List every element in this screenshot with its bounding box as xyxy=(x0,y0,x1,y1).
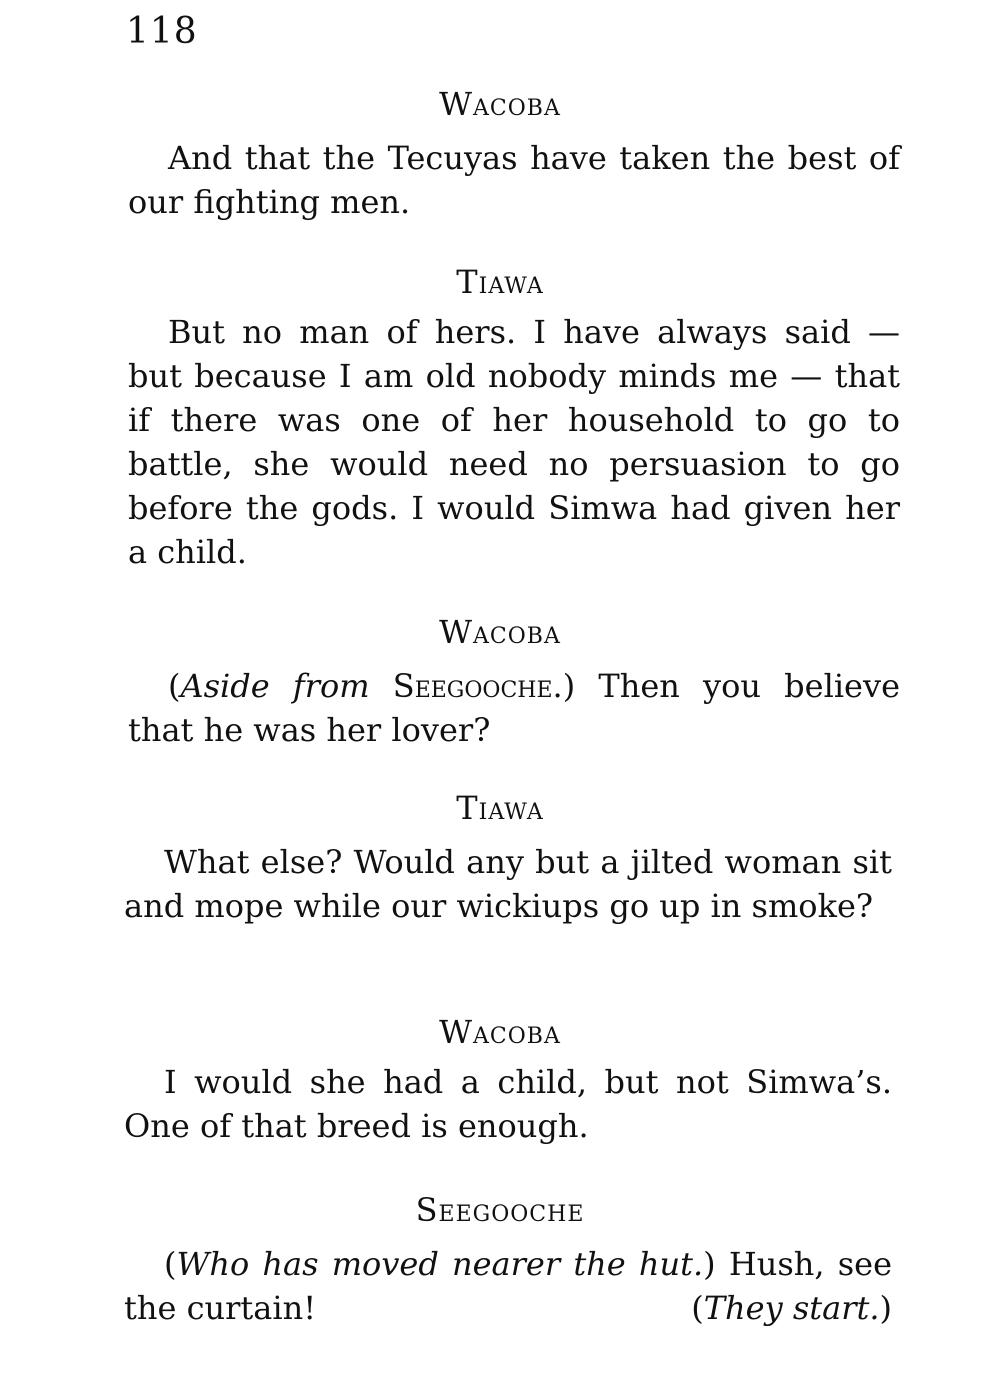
page-number: 118 xyxy=(126,11,198,52)
speech-text xyxy=(128,664,900,752)
speaker-name: Tiawa xyxy=(456,263,544,301)
speech-line xyxy=(124,1242,892,1286)
stage-direction-close: ) xyxy=(879,1289,892,1327)
stage-direction-open: ( xyxy=(164,1245,177,1283)
stage-direction: They start. xyxy=(703,1289,880,1327)
speaker-name: Wacoba xyxy=(439,85,561,123)
dialogue-block xyxy=(0,788,1000,928)
speaker-name: Wacoba xyxy=(439,1013,561,1051)
speech-body: the curtain! xyxy=(124,1289,317,1327)
speaker-name: Seegooche xyxy=(415,1191,585,1229)
dialogue-block xyxy=(0,1190,1000,1330)
stage-direction-open: ( xyxy=(168,667,181,705)
speech-text: And that the Tecuyas have taken the best of our fighting men. xyxy=(128,139,900,221)
speaker-name: Tiawa xyxy=(456,789,544,827)
speech-text: What else? Would any but a jilted woman sit and mope while our wickiups go up in smoke? xyxy=(124,843,892,925)
speech-line xyxy=(124,1286,892,1330)
dialogue-block xyxy=(0,262,1000,574)
end-stage-direction xyxy=(691,1286,892,1330)
speech-text xyxy=(124,1242,892,1330)
speech-body: Hush, see xyxy=(728,1245,893,1283)
stage-direction: Who has moved nearer the hut. xyxy=(176,1245,704,1283)
stage-direction-character: Seegooche. xyxy=(392,667,563,705)
dialogue-block xyxy=(0,612,1000,752)
stage-direction-close: ) xyxy=(703,1245,716,1283)
speech-text: But no man of hers. I have always said — but because I am old nobody minds me — that if there was one of her household to go to battle, she would need no persuasion to go before the gods. I would Simwa had given her a child. xyxy=(128,313,900,571)
stage-direction: Aside from xyxy=(180,667,370,705)
speaker-name: Wacoba xyxy=(439,613,561,651)
speech-body: Then you believe that he was her lover? xyxy=(128,667,900,749)
speech-text: I would she had a child, but not Simwa’s. One of that breed is enough. xyxy=(124,1063,892,1145)
dialogue-block xyxy=(0,84,1000,224)
stage-direction-open: ( xyxy=(691,1289,704,1327)
stage-direction-close: ) xyxy=(562,667,576,705)
dialogue-block xyxy=(0,1012,1000,1148)
